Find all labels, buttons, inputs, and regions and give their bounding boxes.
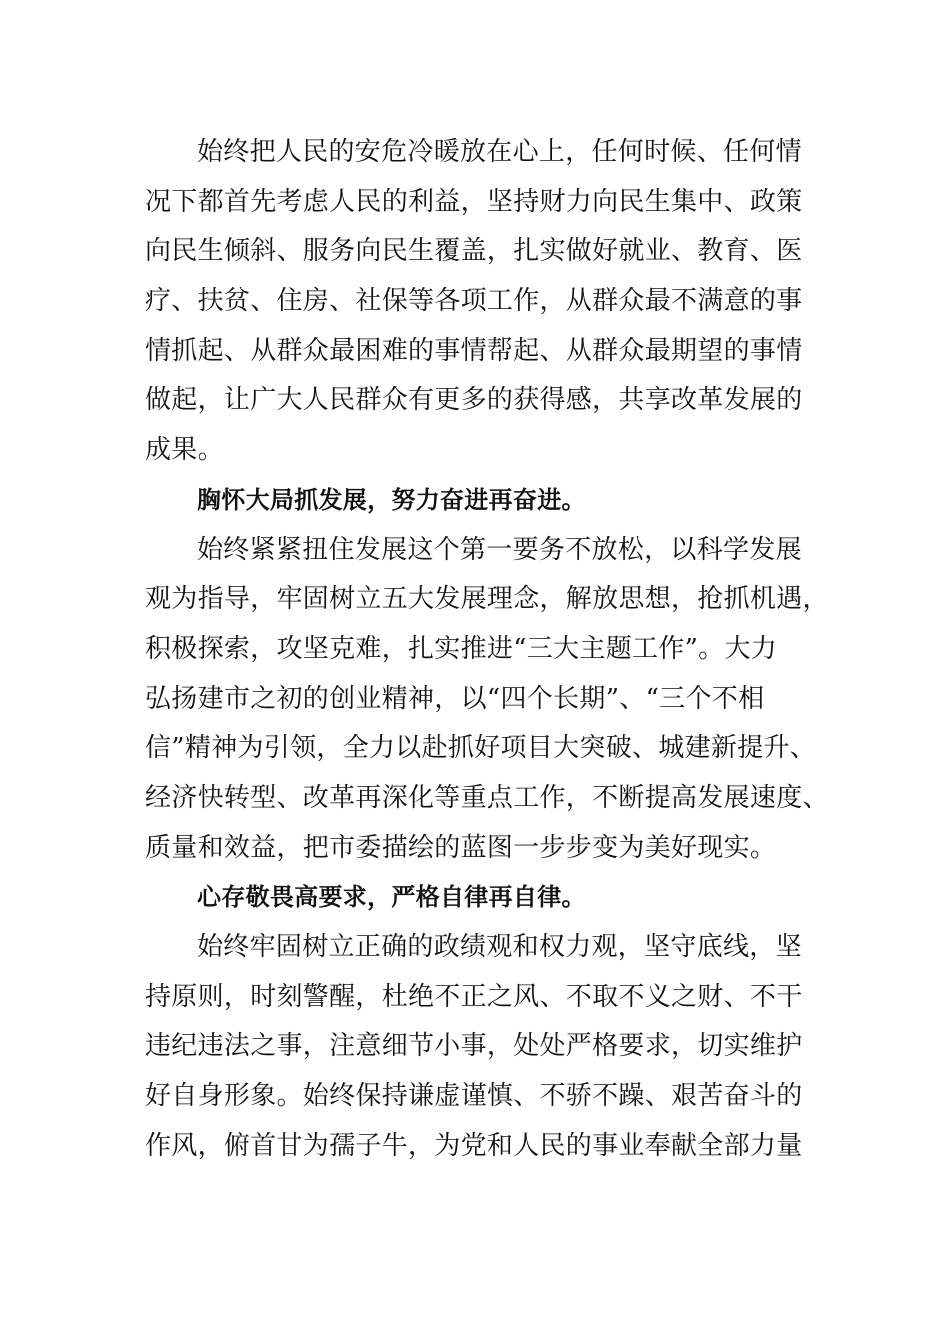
text-line: 始终牢固树立正确的政绩观和权力观，坚守底线，坚 bbox=[197, 932, 802, 962]
text-line: 信”精神为引领，全力以赴抓好项目大突破、城建新提升、 bbox=[145, 733, 817, 764]
section-heading-self-discipline bbox=[145, 873, 810, 923]
text-line: 观为指导，牢固树立五大发展理念，解放思想，抢抓机遇， bbox=[145, 584, 829, 615]
section-heading-development bbox=[145, 476, 810, 526]
text-line: 质量和效益，把市委描绘的蓝图一步步变为美好现实。 bbox=[145, 832, 777, 863]
text-line: 始终紧紧扭住发展这个第一要务不放松，以科学发展 bbox=[197, 534, 802, 565]
document-body bbox=[145, 128, 829, 1171]
paragraph-development bbox=[145, 526, 829, 874]
text-line: 况下都首先考虑人民的利益，坚持财力向民生集中、政策 bbox=[145, 186, 803, 217]
text-line: 向民生倾斜、服务向民生覆盖，扎实做好就业、教育、医 bbox=[145, 236, 803, 267]
text-line: 持原则，时刻警醒，杜绝不正之风、不取不义之财、不干 bbox=[145, 981, 803, 1012]
text-line: 违纪违法之事，注意细节小事，处处严格要求，切实维护 bbox=[145, 1031, 803, 1062]
heading-line: 胸怀大局抓发展，努力奋进再奋进。 bbox=[197, 485, 586, 514]
text-line: 好自身形象。始终保持谦虚谨慎、不骄不躁、艰苦奋斗的 bbox=[145, 1081, 803, 1112]
text-line: 成果。 bbox=[145, 435, 224, 466]
text-line: 做起，让广大人民群众有更多的获得感，共享改革发展的 bbox=[145, 385, 803, 416]
text-line: 作风，俯首甘为孺子牛，为党和人民的事业奉献全部力量 bbox=[145, 1130, 803, 1161]
text-line: 经济快转型、改革再深化等重点工作，不断提高发展速度、 bbox=[145, 782, 829, 813]
text-line: 弘扬建市之初的创业精神，以“四个长期”、“三个不相 bbox=[145, 683, 765, 714]
heading-line: 心存敬畏高要求，严格自律再自律。 bbox=[197, 883, 586, 912]
text-line: 始终把人民的安危冷暖放在心上，任何时候、任何情 bbox=[197, 137, 802, 167]
text-line: 积极探索，攻坚克难，扎实推进“三大主题工作”。大力 bbox=[145, 633, 778, 664]
paragraph-people-livelihood bbox=[145, 128, 810, 476]
text-line: 疗、扶贫、住房、社保等各项工作，从群众最不满意的事 bbox=[145, 286, 803, 317]
paragraph-self-discipline bbox=[145, 923, 810, 1171]
text-line: 情抓起、从群众最困难的事情帮起、从群众最期望的事情 bbox=[145, 335, 803, 366]
